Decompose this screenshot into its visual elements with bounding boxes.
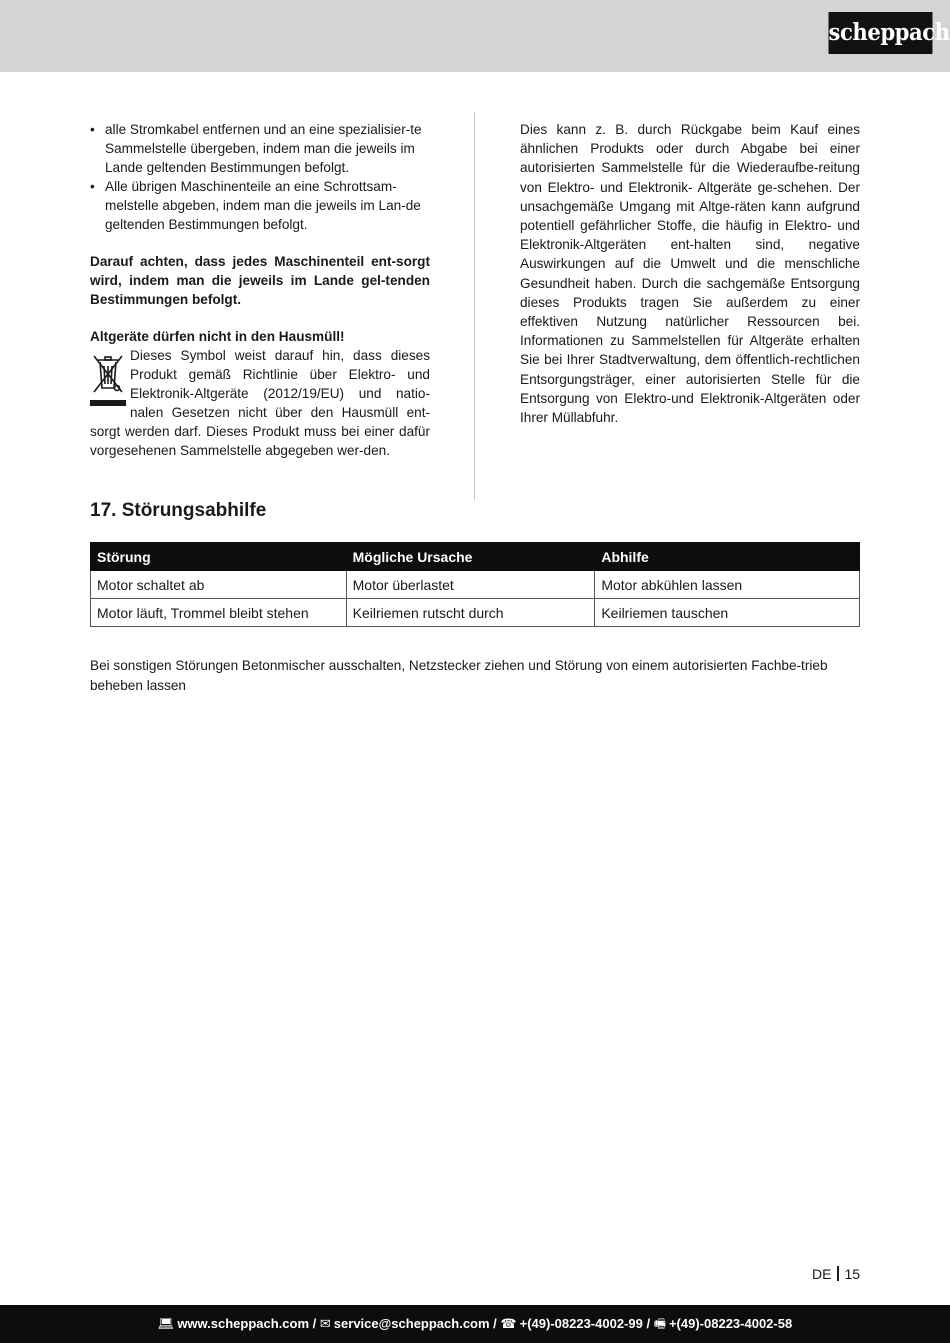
page-number [812,1265,860,1283]
telephone-icon: ☎ [500,1316,517,1331]
table-row [91,599,860,627]
table-cell: Keilriemen rutscht durch [346,599,595,627]
website-link[interactable]: www.scheppach.com / [177,1316,317,1331]
table-cell: Motor läuft, Trommel bleibt stehen [91,599,347,627]
envelope-icon: ✉ [319,1316,331,1331]
phone-number: +(49)-08223-4002-99 / [519,1316,651,1331]
column-header: Mögliche Ursache [346,543,595,571]
right-column [520,120,860,427]
page-number-value: 15 [844,1266,861,1282]
fax-number: +(49)-08223-4002-58 [668,1316,793,1331]
disposal-paragraph: Dies kann z. B. durch Rückgabe beim Kauf eines ähnlichen Produkts oder durch Abgabe bei einer autorisierten Sammelstelle für die Wiederaufbe-reitung von Elektro- und Elektronik- Altgeräte ge-schehen. Der unsachgemäße Umgang mit Altge-räten kann aufgrund potentiell gefährlicher Stoffe, die häufig in Elektro- und Elektronik-Altgeräten ent-halten sind, negative Auswirkungen auf die Umwelt und die menschliche Gesundheit haben. Durch die sachgemäße Entsorgung dieses Produkts tragen Sie außerdem zu einer effektiven Nutzung natürlicher Ressourcen bei. Informationen zu Sammelstellen für Altgeräte erhalten Sie bei Ihrer Stadtverwaltung, dem öffentlich-rechtlichen Entsorgungsträger, einer autorisierten Stelle für die Entsorgung von Elektro-und Elektronik-Altgeräten oder Ihrer Müllabfuhr. [520,122,860,426]
disposal-note: Darauf achten, dass jedes Maschinenteil ent-sorgt wird, indem man die jeweils im Lande gel-tenden Bestimmungen befolgt. [90,254,430,307]
table-cell: Keilriemen tauschen [595,599,860,627]
bullet-item: • Alle übrigen Maschinenteile an eine Schrottsam-melstelle abgeben, indem man die jeweils im Lan-de geltenden Bestimmungen befolgt. [90,177,430,234]
weee-heading: Altgeräte dürfen nicht in den Hausmüll! [90,329,345,344]
crossed-out-bin-icon [90,350,126,412]
fax-icon: 🖷︎ [653,1316,666,1331]
bullet-item: • alle Stromkabel entfernen und an eine spezialisier-te Sammelstelle übergeben, indem man die jeweils im Lande geltenden Bestimmungen befolgt. [90,120,430,177]
table-row [91,571,860,599]
column-divider [474,112,475,500]
footer-bar [0,1305,950,1343]
page-separator [837,1266,839,1281]
weee-text: Dieses Symbol weist darauf hin, dass dieses Produkt gemäß Richtlinie über Elektro- und Elektronik-Altgeräte (2012/19/EU) und natio-nalen Gesetzen nicht über den Hausmüll ent-sorgt werden darf. Dieses Produkt muss bei einer dafür vorgesehenen Sammelstelle abgegeben wer-den. [90,348,430,458]
table-cell: Motor schaltet ab [91,571,347,599]
column-header: Abhilfe [595,543,860,571]
column-header: Störung [91,543,347,571]
left-column [90,120,430,460]
language-code: DE [812,1266,832,1282]
troubleshooting-footnote: Bei sonstigen Störungen Betonmischer ausschalten, Netzstecker ziehen und Störung von einem autorisierten Fachbe-trieb beheben lassen [90,658,828,693]
email-link[interactable]: service@scheppach.com / [333,1316,497,1331]
table-header-row [91,543,860,571]
header-bar [0,0,950,72]
contact-line [0,1315,950,1337]
table-cell: Motor abkühlen lassen [595,571,860,599]
computer-icon: 💻︎ [157,1316,175,1331]
section-title: 17. Störungsabhilfe [90,500,267,521]
weee-paragraph [90,346,430,460]
brand-logo: scheppach [829,12,933,54]
troubleshooting-table [90,542,860,627]
table-cell: Motor überlastet [346,571,595,599]
